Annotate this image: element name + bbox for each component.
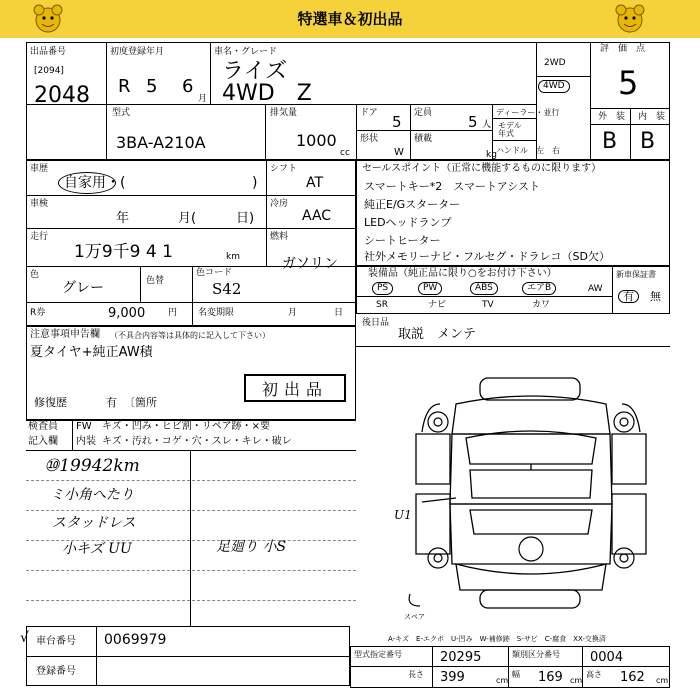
checker-label: 検査員 xyxy=(28,421,58,432)
int-value: B xyxy=(640,129,656,154)
drive-4wd: 4WD xyxy=(538,80,570,93)
reg-month: 6 xyxy=(182,76,194,97)
doors-label: ドア xyxy=(360,108,378,118)
checker-row1-tag: FW xyxy=(76,421,92,432)
shape-value: W xyxy=(394,147,404,158)
score-value: 5 xyxy=(618,64,639,102)
handle-label: ハンドル 左 右 xyxy=(496,146,560,155)
recycle-value: 9,000 xyxy=(108,306,146,321)
model-year-label: モデル 年式 xyxy=(498,121,522,138)
reg-month-suffix: 月 xyxy=(198,94,208,104)
mileage-unit: km xyxy=(226,252,240,262)
new-cert-no: 無 xyxy=(650,290,661,303)
checker-entry: 記入欄 xyxy=(28,436,58,447)
mileage-label: 走行 xyxy=(30,232,49,242)
chassis-label: 車台番号 xyxy=(36,636,76,647)
color-label: 色 xyxy=(30,270,40,280)
declaration-sub: （不具合内容等は具体的に記入して下さい） xyxy=(110,331,270,340)
recycle-unit: 円 xyxy=(168,308,178,318)
inspection-day: 日) xyxy=(236,211,255,226)
ext-label: 外 装 xyxy=(598,112,626,122)
color-no-label: 色替 xyxy=(146,276,165,286)
fuel-value: ガソリン xyxy=(282,256,338,272)
equip-ps: PS xyxy=(372,282,393,295)
checker-row2: キズ・汚れ・コゲ・穴・スレ・キレ・破レ xyxy=(102,436,292,447)
equip-leather: カワ xyxy=(532,300,551,310)
height-label: 高さ xyxy=(586,670,602,679)
equip-sr: SR xyxy=(376,300,388,310)
car-name: ライズ xyxy=(222,59,288,84)
reg-era: R xyxy=(118,76,131,97)
int-label: 内 装 xyxy=(638,112,666,122)
selling-item-4: シートヒーター xyxy=(364,234,441,247)
selling-item-2: 純正E/Gスターター xyxy=(364,198,461,211)
header-title: 特選車＆初出品 xyxy=(297,10,403,28)
new-cert-label: 新車保証書 xyxy=(616,270,656,279)
diagram-spare-label: スペア xyxy=(404,613,425,621)
repair-place: 〔箇所 xyxy=(124,396,157,409)
selling-item-3: LEDヘッドランプ xyxy=(364,216,452,229)
checker-row1: キズ・凹み・ヒビ割・リペア跡・×要 xyxy=(102,421,270,432)
ac-value: AAC xyxy=(302,208,332,224)
first-listing-stamp xyxy=(244,374,346,402)
declaration-value: 夏タイヤ+純正AW積 xyxy=(30,345,153,360)
transfer-day: 日 xyxy=(334,308,344,318)
car-grade: 4WD Z xyxy=(222,81,312,106)
damage-legend: A-キズ E-エクボ U-凹み W-補修跡 S-サビ C-腐食 XX-交換済 xyxy=(388,635,606,643)
shift-value: AT xyxy=(306,175,324,191)
disp-value: 1000 xyxy=(296,131,337,150)
reg-year: 5 xyxy=(146,76,158,97)
model-label: 型式 xyxy=(112,108,131,118)
disp-label: 排気量 xyxy=(270,108,298,118)
inspection-label: 車検 xyxy=(30,199,49,209)
ext-value: B xyxy=(602,129,618,154)
model-value: 3BA-A210A xyxy=(116,133,206,152)
stamp-text: 初出品 xyxy=(261,379,328,399)
dealer-label: ディーラー・並行 xyxy=(496,108,560,117)
type-label: 型式指定番号 xyxy=(354,650,402,659)
equipment-label: 装備品（純正品に限り○をお付け下さい） xyxy=(368,268,557,279)
hand-note-4: 小キズ UU xyxy=(62,541,132,557)
selling-item-5: 社外メモリーナビ・フルセグ・ドラレコ（SD欠） xyxy=(364,250,611,263)
repair-value: 有 xyxy=(106,396,117,409)
score-label: 評 価 点 xyxy=(600,44,646,54)
transfer-month: 月 xyxy=(288,308,298,318)
car-label: 車名・グレード xyxy=(214,47,278,57)
lot-label: 出品番号 xyxy=(30,47,67,57)
ac-label: 冷房 xyxy=(270,199,289,209)
width-value: 169 xyxy=(538,670,563,685)
lot-sub: [2094] xyxy=(34,66,64,76)
width-label: 幅 xyxy=(512,670,520,679)
cap-value: 5 xyxy=(468,113,478,131)
type-value: 20295 xyxy=(440,650,482,665)
recycle-label: R券 xyxy=(30,308,46,318)
checker-row2-tag: 内装 xyxy=(76,436,96,447)
doors-value: 5 xyxy=(392,113,402,131)
width-unit: cm xyxy=(570,676,583,685)
repair-label: 修復歴 xyxy=(34,396,67,409)
drive-2wd: 2WD xyxy=(544,58,566,68)
check-mark: √ xyxy=(20,630,29,646)
equip-abs: ABS xyxy=(470,282,498,295)
hand-note-6: U1 xyxy=(394,508,412,522)
shift-label: シフト xyxy=(270,164,298,174)
color-code: S42 xyxy=(212,280,242,298)
color-value: グレー xyxy=(62,280,104,296)
class-label: 類別区分番号 xyxy=(512,650,560,659)
history-circle xyxy=(58,172,116,194)
inspection-month: 月( xyxy=(178,211,197,226)
hand-note-1: ⑩19942km xyxy=(44,456,140,476)
cap-label: 定員 xyxy=(414,108,433,118)
shape-label: 形状 xyxy=(360,134,379,144)
equip-navi: ナビ xyxy=(428,300,447,310)
class-value: 0004 xyxy=(590,650,624,665)
inspection-year: 年 xyxy=(116,211,130,226)
length-value: 399 xyxy=(440,670,465,685)
notes-value: 取説 メンテ xyxy=(398,327,477,342)
length-label: 長さ xyxy=(408,670,424,679)
load-label: 積載 xyxy=(414,134,433,144)
equip-pw: PW xyxy=(418,282,442,295)
equip-tv: TV xyxy=(482,300,494,310)
equip-aw: AW xyxy=(588,284,603,294)
history-close: ) xyxy=(252,175,258,191)
new-cert-yes: 有 xyxy=(618,290,639,303)
hand-note-3: スタッドレス xyxy=(52,515,136,531)
chassis-value: 0069979 xyxy=(104,632,167,648)
registration-label: 登録番号 xyxy=(36,666,76,677)
cap-unit: 人 xyxy=(482,120,492,130)
fuel-label: 燃料 xyxy=(270,232,289,242)
height-unit: cm xyxy=(656,676,669,685)
transfer-label: 名変期限 xyxy=(198,308,235,318)
history-label: 車歴 xyxy=(30,164,49,174)
notes-label: 後日品 xyxy=(362,318,390,328)
bear-logo-icon xyxy=(612,4,648,34)
load-unit: kg xyxy=(486,150,497,160)
hand-note-2: ミ小角へたり xyxy=(50,487,134,503)
selling-item-1: スマートキー*2 スマートアシスト xyxy=(364,180,540,193)
equip-airbag: エアB xyxy=(522,282,556,295)
hand-note-5: 足廻り 小S xyxy=(216,539,287,555)
disp-unit: cc xyxy=(340,148,350,158)
history-value: 自家用・( xyxy=(64,175,126,191)
color-code-label: 色コード xyxy=(196,268,233,278)
length-unit: cm xyxy=(496,676,509,685)
height-value: 162 xyxy=(620,670,645,685)
car-damage-diagram xyxy=(396,374,666,614)
lot-number: 2048 xyxy=(34,83,90,108)
bear-logo-icon xyxy=(30,4,66,34)
selling-label: セールスポイント（正常に機能するものに限ります） xyxy=(362,163,602,174)
declaration-label: 注意事項申告欄 xyxy=(30,329,100,340)
reg-label: 初度登録年月 xyxy=(110,47,165,57)
mileage-value: 1万9千9 4 1 xyxy=(74,242,173,262)
